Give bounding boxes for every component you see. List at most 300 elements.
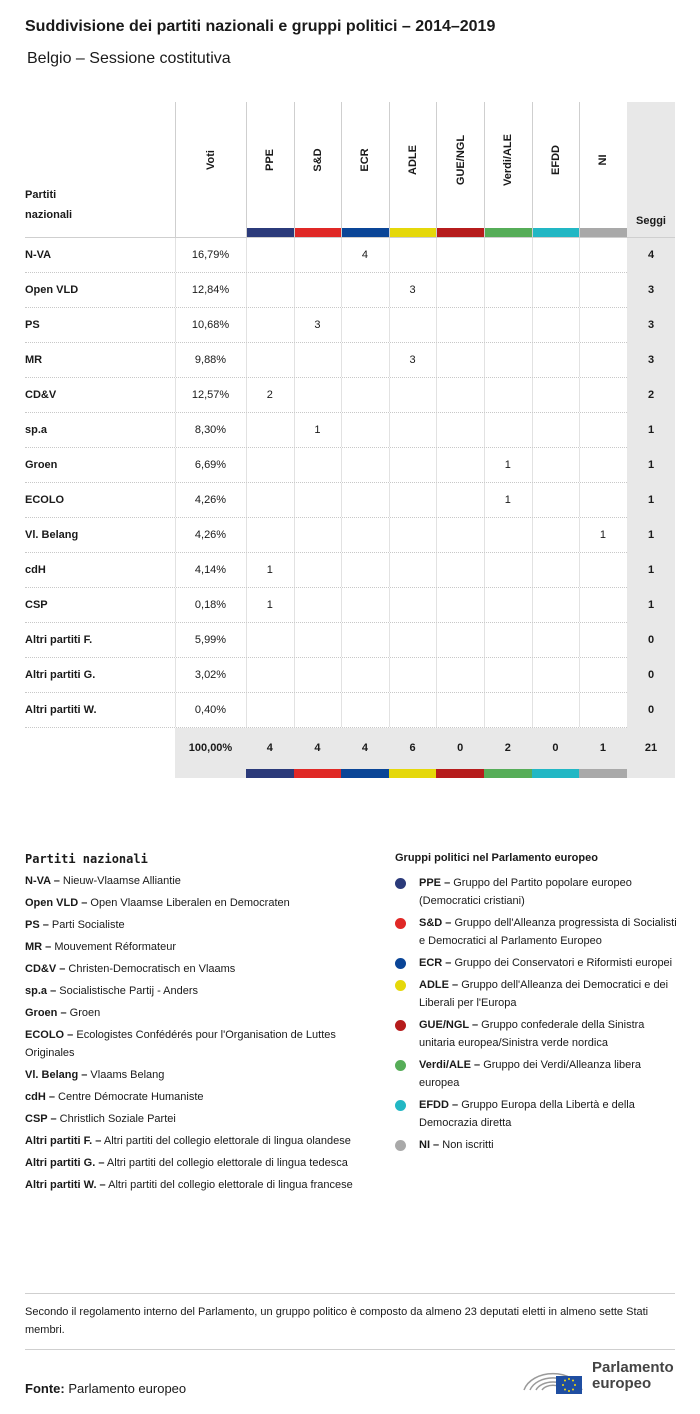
group-seats-cell bbox=[246, 483, 294, 518]
group-seats-cell bbox=[579, 273, 627, 308]
table-row bbox=[25, 553, 675, 588]
group-legend-desc: Gruppo confederale della Sinistra unitaria europea/Sinistra verde nordica bbox=[419, 1019, 645, 1049]
national-parties-legend-title: Partiti nazionali bbox=[25, 852, 148, 866]
group-color-dot-icon bbox=[395, 1100, 406, 1111]
group-legend-desc: Gruppo del Partito popolare europeo (Democratici cristiani) bbox=[419, 877, 632, 907]
group-legend-item bbox=[395, 976, 680, 1012]
group-header-label: NI bbox=[597, 154, 610, 166]
group-seats-cell bbox=[294, 518, 342, 553]
party-legend-abbr: Altri partiti W. – bbox=[25, 1179, 106, 1191]
seats-cell: 1 bbox=[627, 588, 675, 623]
party-legend-desc: Centre Démocrate Humaniste bbox=[58, 1091, 204, 1103]
group-seats-cell bbox=[579, 588, 627, 623]
party-legend-desc: Christen-Democratisch en Vlaams bbox=[68, 963, 236, 975]
group-color-bar bbox=[484, 769, 532, 778]
group-seats-cell bbox=[294, 553, 342, 588]
political-groups-legend-title: Gruppi politici nel Parlamento europeo bbox=[395, 852, 598, 864]
party-legend-abbr: ECOLO – bbox=[25, 1029, 74, 1041]
party-legend-desc: Socialistische Partij - Anders bbox=[59, 985, 199, 997]
group-seats-cell bbox=[484, 693, 532, 728]
party-legend-item bbox=[25, 960, 365, 978]
party-name-cell: CD&V bbox=[25, 389, 57, 401]
page-title: Suddivisione dei partiti nazionali e gruppi politici – 2014–2019 bbox=[25, 18, 496, 35]
group-color-dot-icon bbox=[395, 878, 406, 889]
group-legend-abbr: GUE/NGL – bbox=[419, 1019, 479, 1031]
group-seats-cell bbox=[294, 238, 342, 273]
party-name-cell: MR bbox=[25, 354, 43, 366]
group-total-cell: 0 bbox=[457, 742, 464, 754]
group-legend-desc: Gruppo dei Verdi/Alleanza libera europea bbox=[419, 1059, 641, 1089]
group-color-bar bbox=[247, 228, 294, 237]
group-seats-cell bbox=[436, 413, 484, 448]
table-row bbox=[25, 448, 675, 483]
group-seats-cell bbox=[246, 658, 294, 693]
group-seats-cell bbox=[532, 623, 580, 658]
group-seats-cell bbox=[341, 518, 389, 553]
party-column-header bbox=[25, 185, 145, 225]
group-color-bar bbox=[389, 769, 437, 778]
group-color-bar bbox=[533, 228, 580, 237]
party-name-cell: ECOLO bbox=[25, 494, 65, 506]
group-legend-desc: Gruppo dei Conservatori e Riformisti europei bbox=[454, 957, 673, 969]
group-legend-item bbox=[395, 1136, 680, 1154]
group-column-header bbox=[341, 102, 389, 237]
party-name-cell: Altri partiti W. bbox=[25, 704, 97, 716]
group-seats-cell bbox=[436, 588, 484, 623]
votes-cell: 16,79% bbox=[191, 249, 230, 261]
group-seats-cell bbox=[246, 273, 294, 308]
group-total-cell: 2 bbox=[504, 742, 511, 754]
party-name-cell: Altri partiti G. bbox=[25, 669, 96, 681]
group-total-cell: 4 bbox=[314, 742, 321, 754]
group-legend-desc: Non iscritti bbox=[442, 1139, 494, 1151]
group-seats-cell bbox=[532, 343, 580, 378]
group-seats-cell bbox=[246, 238, 294, 273]
group-seats-cell: 3 bbox=[314, 319, 321, 331]
party-legend-item bbox=[25, 1110, 365, 1128]
group-color-bar bbox=[437, 228, 484, 237]
group-color-dot-icon bbox=[395, 958, 406, 969]
group-seats-cell bbox=[484, 588, 532, 623]
group-legend-desc: Gruppo dell'Alleanza dei Democratici e dei Liberali per l'Europa bbox=[419, 979, 669, 1009]
party-legend-desc: Christlich Soziale Partei bbox=[59, 1113, 176, 1125]
party-legend-abbr: Open VLD – bbox=[25, 897, 88, 909]
party-legend-abbr: sp.a – bbox=[25, 985, 57, 997]
seats-cell: 1 bbox=[627, 553, 675, 588]
group-color-bar bbox=[246, 769, 294, 778]
hemicycle-icon bbox=[520, 1356, 586, 1396]
group-seats-cell bbox=[389, 553, 437, 588]
table-row bbox=[25, 518, 675, 553]
group-seats-cell bbox=[484, 238, 532, 273]
group-seats-cell bbox=[389, 518, 437, 553]
group-legend-abbr: S&D – bbox=[419, 917, 452, 929]
seats-cell: 0 bbox=[627, 658, 675, 693]
votes-cell: 9,88% bbox=[194, 354, 227, 366]
group-seats-cell bbox=[246, 623, 294, 658]
seats-cell: 1 bbox=[627, 518, 675, 553]
votes-cell: 0,40% bbox=[194, 704, 227, 716]
group-seats-cell bbox=[579, 238, 627, 273]
group-seats-cell bbox=[294, 378, 342, 413]
seats-cell: 1 bbox=[627, 413, 675, 448]
party-name-cell: PS bbox=[25, 319, 40, 331]
group-seats-cell bbox=[389, 588, 437, 623]
group-header-label: GUE/NGL bbox=[454, 134, 467, 186]
party-legend-desc: Ecologistes Confédérés pour l'Organisation de Luttes Originales bbox=[25, 1029, 336, 1059]
votes-cell: 12,84% bbox=[191, 284, 230, 296]
party-name-cell: CSP bbox=[25, 599, 48, 611]
group-seats-cell bbox=[246, 343, 294, 378]
group-legend-abbr: ADLE – bbox=[419, 979, 459, 991]
group-seats-cell bbox=[341, 693, 389, 728]
party-legend-item bbox=[25, 1176, 365, 1194]
seats-cell: 3 bbox=[627, 308, 675, 343]
table-row bbox=[25, 483, 675, 518]
group-seats-cell bbox=[436, 658, 484, 693]
table-row bbox=[25, 343, 675, 378]
group-seats-cell bbox=[484, 378, 532, 413]
group-header-label: S&D bbox=[311, 148, 324, 172]
group-seats-cell: 3 bbox=[409, 284, 416, 296]
seats-cell: 1 bbox=[627, 448, 675, 483]
group-seats-cell bbox=[532, 378, 580, 413]
group-seats-cell bbox=[246, 448, 294, 483]
group-seats-cell bbox=[579, 448, 627, 483]
group-seats-cell bbox=[294, 588, 342, 623]
party-legend-abbr: N-VA – bbox=[25, 875, 60, 887]
group-legend-abbr: ECR – bbox=[419, 957, 452, 969]
votes-cell: 4,26% bbox=[194, 494, 227, 506]
party-header-line-2: nazionali bbox=[25, 209, 73, 221]
group-seats-cell bbox=[246, 518, 294, 553]
group-legend-abbr: Verdi/ALE – bbox=[419, 1059, 481, 1071]
group-seats-cell bbox=[294, 273, 342, 308]
page-subtitle: Belgio – Sessione costitutiva bbox=[27, 50, 231, 67]
group-legend-abbr: EFDD – bbox=[419, 1099, 459, 1111]
seats-cell: 4 bbox=[627, 238, 675, 273]
group-seats-cell: 1 bbox=[314, 424, 321, 436]
group-seats-cell bbox=[389, 448, 437, 483]
party-legend-desc: Open Vlaamse Liberalen en Democraten bbox=[90, 897, 290, 909]
votes-column-header bbox=[175, 102, 246, 237]
group-header-label: ECR bbox=[359, 148, 372, 172]
group-color-bar bbox=[532, 769, 580, 778]
group-color-bar bbox=[341, 769, 389, 778]
group-column-header bbox=[579, 102, 627, 237]
group-seats-cell bbox=[436, 518, 484, 553]
group-seats-cell bbox=[532, 308, 580, 343]
votes-header-label: Voti bbox=[205, 150, 217, 170]
table-row bbox=[25, 588, 675, 623]
seats-cell: 3 bbox=[627, 273, 675, 308]
seats-cell: 3 bbox=[627, 343, 675, 378]
group-seats-cell bbox=[341, 658, 389, 693]
votes-cell: 10,68% bbox=[191, 319, 230, 331]
group-seats-cell bbox=[389, 238, 437, 273]
group-seats-cell bbox=[341, 588, 389, 623]
group-color-dot-icon bbox=[395, 1140, 406, 1151]
group-seats-cell bbox=[341, 308, 389, 343]
party-legend-abbr: CD&V – bbox=[25, 963, 66, 975]
group-seats-cell bbox=[341, 378, 389, 413]
total-votes-cell: 100,00% bbox=[188, 742, 233, 754]
group-seats-cell bbox=[294, 693, 342, 728]
votes-cell: 4,26% bbox=[194, 529, 227, 541]
group-header-label: ADLE bbox=[407, 145, 420, 175]
group-color-bar bbox=[390, 228, 437, 237]
group-legend-abbr: NI – bbox=[419, 1139, 440, 1151]
group-seats-cell bbox=[436, 483, 484, 518]
table-row bbox=[25, 693, 675, 728]
group-seats-cell bbox=[532, 238, 580, 273]
party-legend-abbr: PS – bbox=[25, 919, 49, 931]
party-header-line-1: Partiti bbox=[25, 189, 57, 201]
group-color-bar bbox=[580, 228, 627, 237]
group-color-bar bbox=[485, 228, 532, 237]
group-seats-cell bbox=[341, 623, 389, 658]
party-legend-item bbox=[25, 938, 365, 956]
table-row bbox=[25, 413, 675, 448]
party-name-cell: Vl. Belang bbox=[25, 529, 79, 541]
seats-column-header bbox=[627, 102, 675, 237]
party-legend-abbr: Groen – bbox=[25, 1007, 67, 1019]
group-color-dot-icon bbox=[395, 980, 406, 991]
group-seats-cell bbox=[436, 378, 484, 413]
group-seats-cell bbox=[484, 413, 532, 448]
group-seats-cell bbox=[532, 448, 580, 483]
party-legend-item bbox=[25, 1132, 365, 1150]
group-color-dot-icon bbox=[395, 918, 406, 929]
source-label: Fonte: bbox=[25, 1381, 65, 1396]
seats-cell: 2 bbox=[627, 378, 675, 413]
group-seats-cell bbox=[389, 658, 437, 693]
source bbox=[25, 1381, 186, 1396]
group-seats-cell bbox=[484, 308, 532, 343]
party-name-cell: Open VLD bbox=[25, 284, 79, 296]
group-color-bar bbox=[579, 769, 627, 778]
group-seats-cell bbox=[532, 588, 580, 623]
group-seats-cell bbox=[341, 448, 389, 483]
seats-cell: 1 bbox=[627, 483, 675, 518]
group-seats-cell bbox=[389, 378, 437, 413]
political-groups-legend bbox=[395, 852, 680, 1158]
group-seats-cell bbox=[436, 693, 484, 728]
votes-cell: 0,18% bbox=[194, 599, 227, 611]
group-seats-cell bbox=[579, 693, 627, 728]
group-total-cell: 6 bbox=[409, 742, 416, 754]
party-legend-item bbox=[25, 982, 365, 1000]
group-seats-cell bbox=[579, 378, 627, 413]
group-seats-cell bbox=[436, 448, 484, 483]
logo-line-2: europeo bbox=[592, 1375, 652, 1392]
party-legend-item bbox=[25, 872, 365, 890]
party-legend-desc: Altri partiti del collegio elettorale di lingua olandese bbox=[103, 1135, 351, 1147]
table-row bbox=[25, 623, 675, 658]
party-legend-desc: Nieuw-Vlaamse Alliantie bbox=[62, 875, 181, 887]
party-legend-item bbox=[25, 1088, 365, 1106]
group-seats-cell bbox=[579, 658, 627, 693]
group-seats-cell bbox=[532, 553, 580, 588]
group-seats-cell: 1 bbox=[266, 599, 273, 611]
group-seats-cell bbox=[341, 273, 389, 308]
group-seats-cell bbox=[341, 413, 389, 448]
group-seats-cell: 2 bbox=[266, 389, 273, 401]
group-column-header bbox=[294, 102, 342, 237]
european-parliament-logo bbox=[520, 1356, 680, 1396]
group-seats-cell bbox=[436, 273, 484, 308]
table-row bbox=[25, 658, 675, 693]
group-seats-cell bbox=[484, 518, 532, 553]
group-column-header bbox=[484, 102, 532, 237]
seats-cell: 0 bbox=[627, 693, 675, 728]
party-name-cell: N-VA bbox=[25, 249, 52, 261]
party-legend-abbr: Altri partiti G. – bbox=[25, 1157, 105, 1169]
party-legend-item bbox=[25, 894, 365, 912]
party-legend-desc: Mouvement Réformateur bbox=[54, 941, 177, 953]
group-seats-cell bbox=[436, 553, 484, 588]
group-seats-cell bbox=[484, 623, 532, 658]
party-legend-item bbox=[25, 1004, 365, 1022]
group-seats-cell: 3 bbox=[409, 354, 416, 366]
party-legend-item bbox=[25, 916, 365, 934]
group-header-label: Verdi/ALE bbox=[502, 134, 515, 186]
group-column-header bbox=[532, 102, 580, 237]
group-total-cell: 4 bbox=[361, 742, 369, 754]
party-legend-desc: Vlaams Belang bbox=[90, 1069, 165, 1081]
group-seats-cell bbox=[436, 623, 484, 658]
votes-cell: 6,69% bbox=[194, 459, 227, 471]
group-seats-cell: 1 bbox=[599, 529, 607, 541]
table-header bbox=[25, 102, 675, 238]
group-header-label: EFDD bbox=[549, 145, 562, 175]
group-color-bar bbox=[436, 769, 484, 778]
table-row bbox=[25, 308, 675, 343]
party-name-cell: Altri partiti F. bbox=[25, 634, 93, 646]
group-seats-cell: 4 bbox=[361, 249, 369, 261]
group-seats-cell bbox=[436, 238, 484, 273]
group-seats-cell bbox=[579, 623, 627, 658]
group-seats-cell bbox=[246, 413, 294, 448]
group-seats-cell bbox=[246, 693, 294, 728]
group-seats-cell bbox=[484, 553, 532, 588]
group-legend-item bbox=[395, 874, 680, 910]
group-seats-cell bbox=[532, 658, 580, 693]
national-parties-legend bbox=[25, 852, 365, 1198]
group-seats-cell bbox=[532, 413, 580, 448]
group-seats-cell bbox=[246, 308, 294, 343]
footnote: Secondo il regolamento interno del Parlamento, un gruppo politico è composto da almeno 23 deputati eletti in almeno sette Stati membri. bbox=[25, 1293, 675, 1350]
group-column-header bbox=[389, 102, 437, 237]
party-legend-desc: Altri partiti del collegio elettorale di lingua francese bbox=[108, 1179, 353, 1191]
group-seats-cell bbox=[294, 343, 342, 378]
group-legend-item bbox=[395, 1016, 680, 1052]
group-legend-item bbox=[395, 1096, 680, 1132]
group-legend-desc: Gruppo Europa della Libertà e della Democrazia diretta bbox=[419, 1099, 635, 1129]
group-seats-cell bbox=[484, 343, 532, 378]
party-name-cell: cdH bbox=[25, 564, 46, 576]
party-legend-desc: Groen bbox=[69, 1007, 101, 1019]
party-legend-desc: Altri partiti del collegio elettorale di lingua tedesca bbox=[106, 1157, 348, 1169]
group-total-cell: 4 bbox=[266, 742, 273, 754]
group-seats-cell bbox=[341, 553, 389, 588]
group-seats-cell bbox=[436, 308, 484, 343]
seats-table bbox=[25, 102, 675, 778]
group-seats-cell bbox=[532, 693, 580, 728]
table-row bbox=[25, 273, 675, 308]
group-legend-item bbox=[395, 954, 680, 972]
group-seats-cell bbox=[579, 308, 627, 343]
party-legend-abbr: MR – bbox=[25, 941, 52, 953]
group-column-header bbox=[436, 102, 484, 237]
group-seats-cell: 1 bbox=[504, 494, 511, 506]
party-legend-abbr: CSP – bbox=[25, 1113, 57, 1125]
votes-cell: 3,02% bbox=[194, 669, 227, 681]
group-legend-abbr: PPE – bbox=[419, 877, 451, 889]
logo-text bbox=[592, 1360, 674, 1392]
group-seats-cell bbox=[389, 308, 437, 343]
group-seats-cell bbox=[294, 483, 342, 518]
group-seats-cell bbox=[484, 658, 532, 693]
group-seats-cell bbox=[579, 413, 627, 448]
group-color-dot-icon bbox=[395, 1060, 406, 1071]
group-column-header bbox=[246, 102, 294, 237]
party-legend-abbr: Altri partiti F. – bbox=[25, 1135, 102, 1147]
group-seats-cell bbox=[579, 553, 627, 588]
votes-cell: 8,30% bbox=[194, 424, 227, 436]
group-seats-cell: 1 bbox=[266, 564, 273, 576]
source-value: Parlamento europeo bbox=[68, 1381, 187, 1396]
party-legend-abbr: cdH – bbox=[25, 1091, 55, 1103]
group-seats-cell bbox=[579, 483, 627, 518]
group-legend-item bbox=[395, 914, 680, 950]
party-legend-item bbox=[25, 1154, 365, 1172]
group-seats-cell bbox=[341, 483, 389, 518]
group-legend-desc: Gruppo dell'Alleanza progressista di Socialisti e Democratici al Parlamento Europeo bbox=[419, 917, 677, 947]
table-row bbox=[25, 378, 675, 413]
votes-cell: 5,99% bbox=[194, 634, 227, 646]
group-seats-cell bbox=[389, 693, 437, 728]
table-total-row bbox=[25, 728, 675, 778]
group-color-bar bbox=[342, 228, 389, 237]
group-seats-cell bbox=[532, 273, 580, 308]
party-name-cell: Groen bbox=[25, 459, 58, 471]
votes-cell: 4,14% bbox=[194, 564, 227, 576]
party-legend-abbr: Vl. Belang – bbox=[25, 1069, 88, 1081]
votes-cell: 12,57% bbox=[191, 389, 230, 401]
group-seats-cell bbox=[294, 623, 342, 658]
party-legend-desc: Parti Socialiste bbox=[51, 919, 125, 931]
group-color-bar bbox=[294, 769, 342, 778]
table-row bbox=[25, 238, 675, 273]
group-legend-item bbox=[395, 1056, 680, 1092]
group-seats-cell bbox=[484, 273, 532, 308]
group-total-cell: 1 bbox=[599, 742, 607, 754]
party-legend-item bbox=[25, 1066, 365, 1084]
group-seats-cell bbox=[294, 448, 342, 483]
group-seats-cell bbox=[532, 483, 580, 518]
group-seats-cell bbox=[436, 343, 484, 378]
group-total-cell: 0 bbox=[552, 742, 559, 754]
seats-header-label: Seggi bbox=[636, 215, 666, 227]
seats-cell: 0 bbox=[627, 623, 675, 658]
group-seats-cell bbox=[294, 658, 342, 693]
group-header-label: PPE bbox=[264, 148, 277, 172]
group-color-bar bbox=[295, 228, 342, 237]
logo-line-1: Parlamento bbox=[592, 1359, 674, 1376]
group-seats-cell bbox=[389, 483, 437, 518]
party-name-cell: sp.a bbox=[25, 424, 48, 436]
